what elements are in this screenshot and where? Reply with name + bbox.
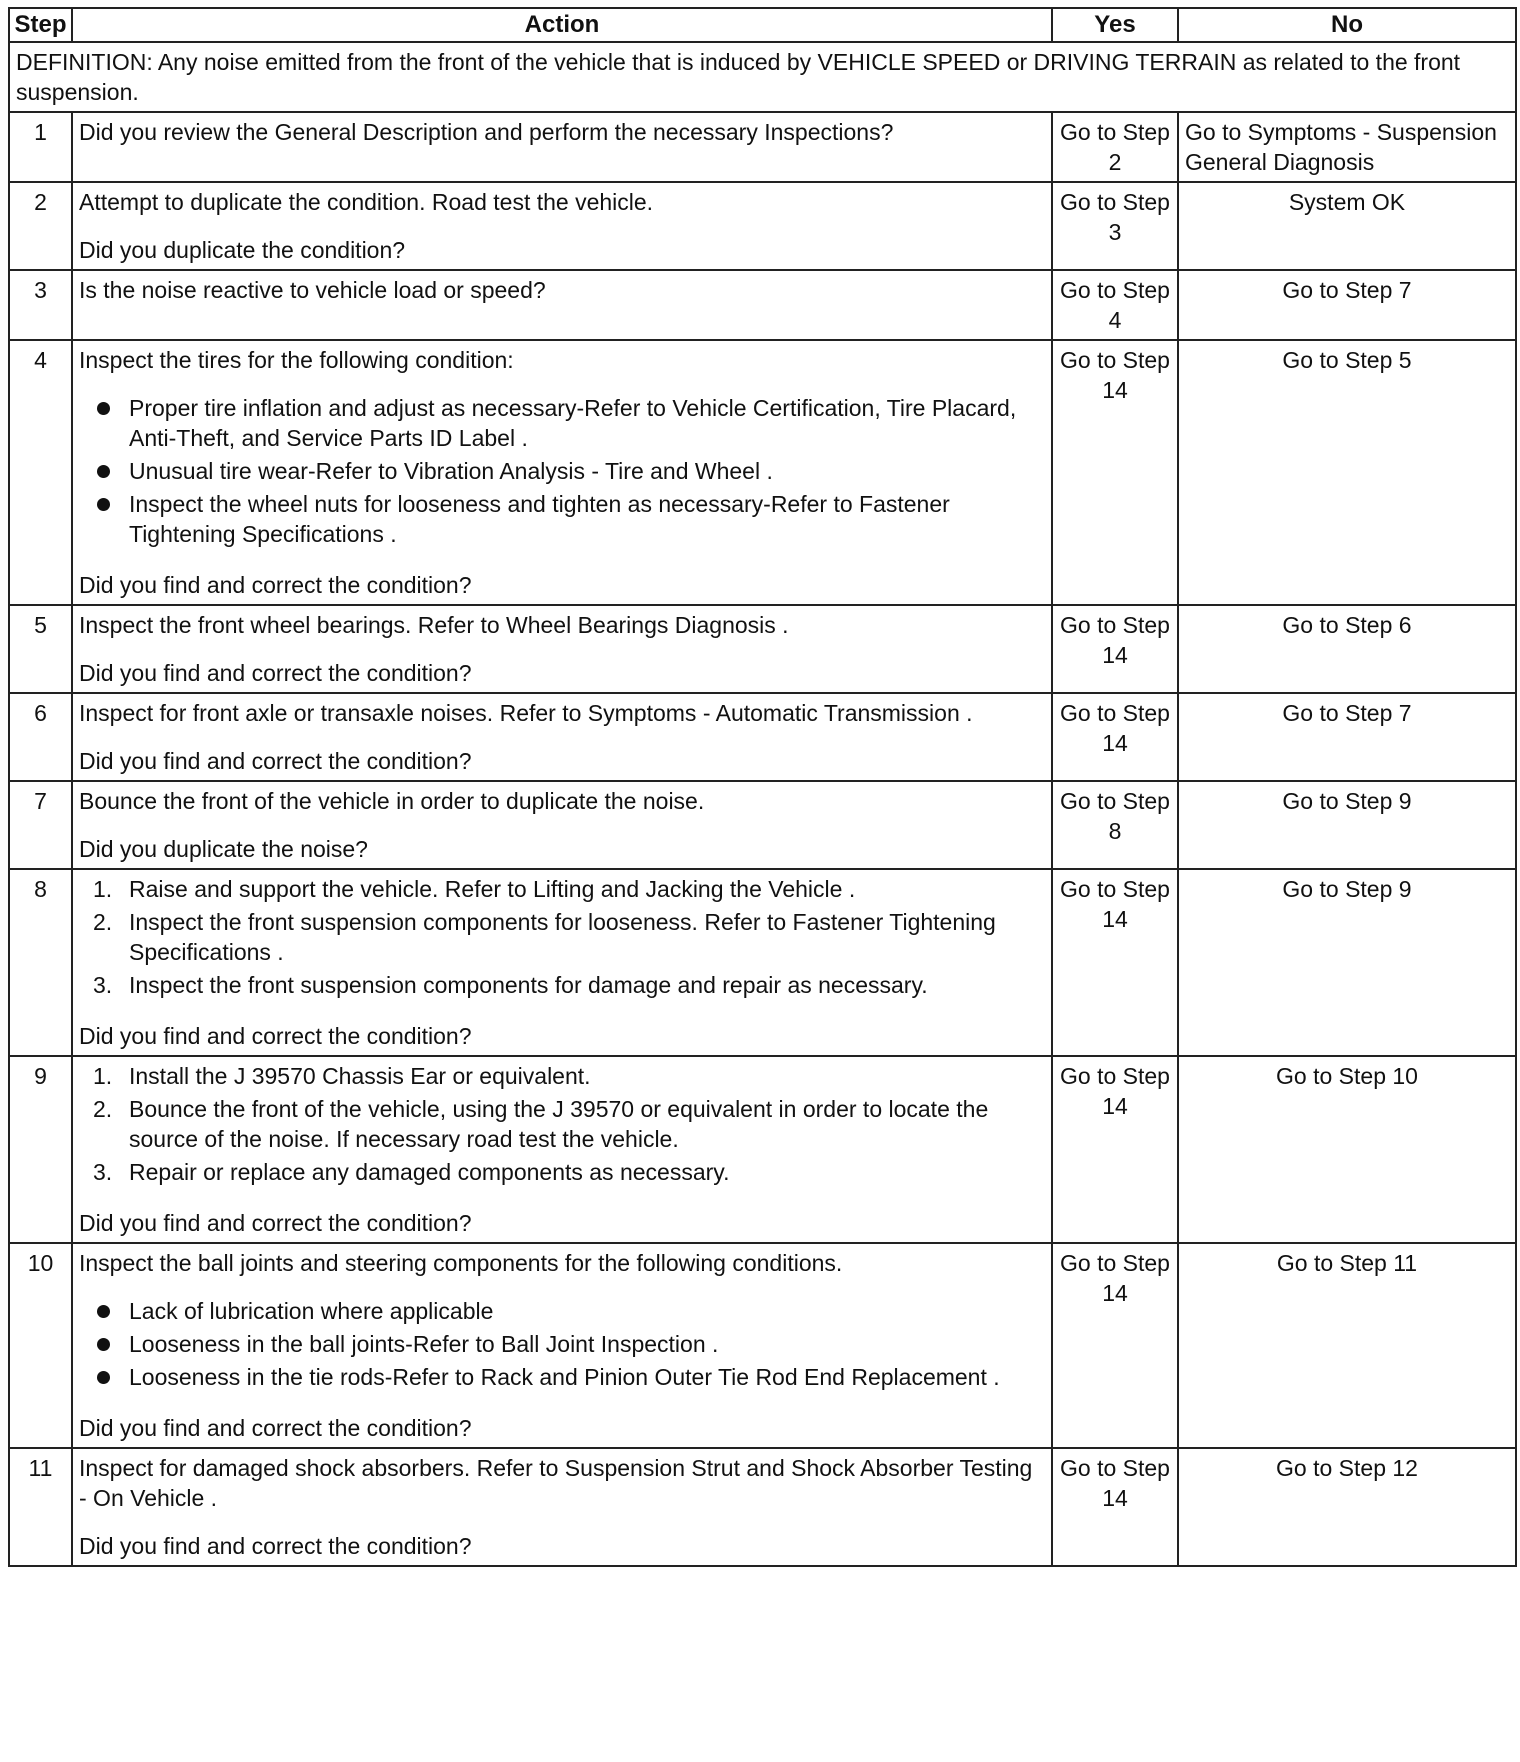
action-text: Did you review the General Description and perform the necessary Inspections?	[79, 119, 894, 145]
step-row	[9, 1243, 1516, 1448]
step-number: 1	[9, 112, 72, 182]
step-row	[9, 112, 1516, 182]
step-action	[72, 1243, 1052, 1448]
item-number: 3.	[93, 1159, 113, 1185]
action-question: Did you duplicate the condition?	[79, 237, 406, 263]
numbered-item	[79, 874, 1045, 904]
no-outcome: Go to Step 5	[1178, 340, 1516, 605]
no-outcome: Go to Step 9	[1178, 869, 1516, 1056]
step-action	[72, 781, 1052, 869]
item-text: Inspect the front suspension components for damage and repair as necessary.	[129, 972, 928, 998]
step-action	[72, 1448, 1052, 1566]
numbered-item	[79, 907, 1045, 967]
numbered-item	[79, 1061, 1045, 1091]
header-row	[9, 8, 1516, 42]
numbered-item	[79, 1094, 1045, 1154]
bullet-dot	[97, 1338, 110, 1351]
bullet-text: Lack of lubrication where applicable	[129, 1298, 494, 1324]
bullet-text: Looseness in the tie rods-Refer to Rack and Pinion Outer Tie Rod End Replacement .	[129, 1364, 1000, 1390]
step-row	[9, 781, 1516, 869]
step-action	[72, 340, 1052, 605]
step-row	[9, 869, 1516, 1056]
item-text: Install the J 39570 Chassis Ear or equivalent.	[129, 1063, 591, 1089]
step-row	[9, 605, 1516, 693]
action-text: Inspect the front wheel bearings. Refer to Wheel Bearings Diagnosis .	[79, 612, 789, 638]
action-question: Did you duplicate the noise?	[79, 836, 368, 862]
yes-outcome: Go to Step 14	[1052, 693, 1178, 781]
action-text: Is the noise reactive to vehicle load or speed?	[79, 277, 546, 303]
yes-outcome: Go to Step 3	[1052, 182, 1178, 270]
yes-outcome: Go to Step 4	[1052, 270, 1178, 340]
step-number: 9	[9, 1056, 72, 1243]
definition-row	[9, 42, 1516, 112]
action-text: Bounce the front of the vehicle in order to duplicate the noise.	[79, 788, 705, 814]
no-outcome: System OK	[1178, 182, 1516, 270]
bullet-text: Looseness in the ball joints-Refer to Ball Joint Inspection .	[129, 1331, 719, 1357]
header-action: Action	[72, 8, 1052, 42]
step-row	[9, 693, 1516, 781]
action-text: Attempt to duplicate the condition. Road test the vehicle.	[79, 189, 654, 215]
action-text: Inspect the ball joints and steering components for the following conditions.	[79, 1250, 843, 1276]
step-action	[72, 182, 1052, 270]
step-number: 8	[9, 869, 72, 1056]
action-question: Did you find and correct the condition?	[79, 748, 472, 774]
header-no: No	[1178, 8, 1516, 42]
no-outcome: Go to Step 6	[1178, 605, 1516, 693]
bullet-list	[79, 1296, 1045, 1392]
step-action	[72, 112, 1052, 182]
step-number: 10	[9, 1243, 72, 1448]
bullet-dot	[97, 1305, 110, 1318]
no-outcome: Go to Symptoms - Suspension General Diagnosis	[1178, 112, 1516, 182]
bullet-text: Unusual tire wear-Refer to Vibration Analysis - Tire and Wheel .	[129, 458, 773, 484]
yes-outcome: Go to Step 14	[1052, 1448, 1178, 1566]
yes-outcome: Go to Step 14	[1052, 1056, 1178, 1243]
step-number: 4	[9, 340, 72, 605]
step-row	[9, 1448, 1516, 1566]
action-question: Did you find and correct the condition?	[79, 1415, 472, 1441]
bullet-item	[79, 1329, 1045, 1359]
action-question: Did you find and correct the condition?	[79, 660, 472, 686]
item-text: Bounce the front of the vehicle, using the J 39570 or equivalent in order to locate the source of the noise. If necessary road test the vehicle.	[129, 1096, 989, 1152]
step-action	[72, 869, 1052, 1056]
no-outcome: Go to Step 9	[1178, 781, 1516, 869]
header-yes: Yes	[1052, 8, 1178, 42]
no-outcome: Go to Step 10	[1178, 1056, 1516, 1243]
step-row	[9, 1056, 1516, 1243]
item-number: 2.	[93, 909, 113, 935]
yes-outcome: Go to Step 14	[1052, 605, 1178, 693]
step-action	[72, 270, 1052, 340]
bullet-item	[79, 393, 1045, 453]
action-question: Did you find and correct the condition?	[79, 1210, 472, 1236]
bullet-dot	[97, 498, 110, 511]
step-row	[9, 182, 1516, 270]
no-outcome: Go to Step 11	[1178, 1243, 1516, 1448]
step-number: 5	[9, 605, 72, 693]
step-action	[72, 693, 1052, 781]
action-text: Inspect for damaged shock absorbers. Refer to Suspension Strut and Shock Absorber Testing - On Vehicle .	[79, 1455, 1033, 1511]
item-text: Raise and support the vehicle. Refer to Lifting and Jacking the Vehicle .	[129, 876, 856, 902]
item-number: 1.	[93, 876, 113, 902]
item-text: Inspect the front suspension components for looseness. Refer to Fastener Tightening Specifications .	[129, 909, 996, 965]
bullet-list	[79, 393, 1045, 549]
step-number: 2	[9, 182, 72, 270]
item-text: Repair or replace any damaged components as necessary.	[129, 1159, 730, 1185]
action-question: Did you find and correct the condition?	[79, 1533, 472, 1559]
no-outcome: Go to Step 7	[1178, 270, 1516, 340]
step-number: 3	[9, 270, 72, 340]
bullet-dot	[97, 1371, 110, 1384]
step-number: 7	[9, 781, 72, 869]
yes-outcome: Go to Step 2	[1052, 112, 1178, 182]
diagnostic-table	[8, 7, 1517, 1567]
definition-text: DEFINITION: Any noise emitted from the front of the vehicle that is induced by VEHICLE SPEED or DRIVING TERRAIN as related to the front suspension.	[9, 42, 1516, 112]
step-row	[9, 340, 1516, 605]
action-text: Inspect the tires for the following condition:	[79, 347, 514, 373]
item-number: 1.	[93, 1063, 113, 1089]
numbered-list	[79, 874, 1045, 1000]
yes-outcome: Go to Step 14	[1052, 869, 1178, 1056]
step-action	[72, 1056, 1052, 1243]
bullet-item	[79, 489, 1045, 549]
step-action	[72, 605, 1052, 693]
bullet-dot	[97, 465, 110, 478]
numbered-list	[79, 1061, 1045, 1187]
step-number: 6	[9, 693, 72, 781]
numbered-item	[79, 970, 1045, 1000]
bullet-dot	[97, 402, 110, 415]
no-outcome: Go to Step 12	[1178, 1448, 1516, 1566]
bullet-item	[79, 456, 1045, 486]
yes-outcome: Go to Step 8	[1052, 781, 1178, 869]
yes-outcome: Go to Step 14	[1052, 340, 1178, 605]
action-text: Inspect for front axle or transaxle noises. Refer to Symptoms - Automatic Transmission .	[79, 700, 973, 726]
bullet-item	[79, 1296, 1045, 1326]
bullet-text: Inspect the wheel nuts for looseness and tighten as necessary-Refer to Fastener Tightening Specifications .	[129, 491, 950, 547]
header-step: Step	[9, 8, 72, 42]
action-question: Did you find and correct the condition?	[79, 572, 472, 598]
numbered-item	[79, 1157, 1045, 1187]
yes-outcome: Go to Step 14	[1052, 1243, 1178, 1448]
bullet-text: Proper tire inflation and adjust as necessary-Refer to Vehicle Certification, Tire Placard, Anti-Theft, and Service Parts ID Label .	[129, 395, 1017, 451]
action-question: Did you find and correct the condition?	[79, 1023, 472, 1049]
step-row	[9, 270, 1516, 340]
no-outcome: Go to Step 7	[1178, 693, 1516, 781]
item-number: 3.	[93, 972, 113, 998]
bullet-item	[79, 1362, 1045, 1392]
item-number: 2.	[93, 1096, 113, 1122]
step-number: 11	[9, 1448, 72, 1566]
